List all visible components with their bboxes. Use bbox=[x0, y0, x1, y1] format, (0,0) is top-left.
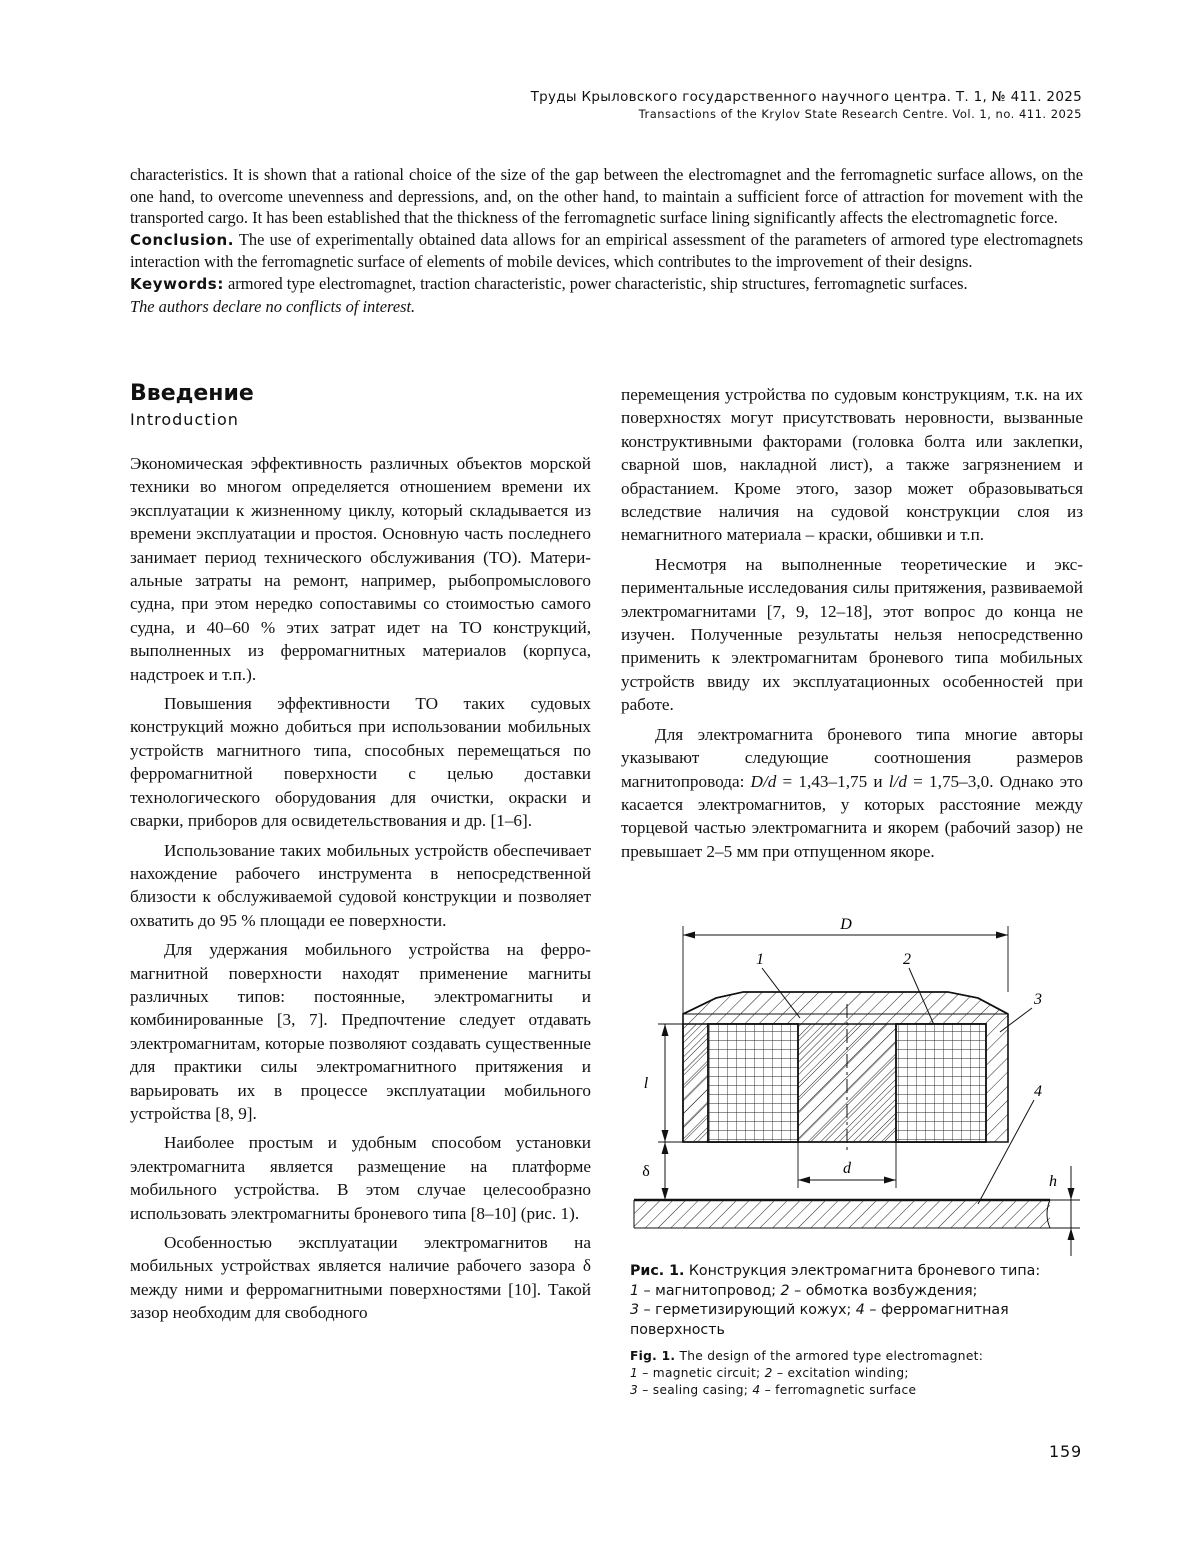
figure-electromagnet bbox=[628, 914, 1083, 1256]
paragraph: Особенностью эксплуатации электромагнитов на мобильных устройствах является наличие рабочего зазора δ между ними и ферромагнитными поверхностями [10]. Такой зазор необходим для свободного bbox=[130, 1233, 591, 1323]
caption-num: 2 bbox=[764, 1366, 773, 1381]
ratio-paragraph bbox=[621, 723, 1083, 863]
label-4: 4 bbox=[1034, 1083, 1042, 1100]
paragraph: Несмотря на выполненные теоретические и экспериментальные исследования силы притяжения, развиваемой электромагнитами [7, 9, 12–18], этот вопрос до конца не изучен. Полученные результаты нельзя непосредственно применить к электромагнитам броневого типа мобильных устройств ввиду их эксплуатационных особенностей при работе. bbox=[621, 554, 1083, 715]
caption-text: – магнитопровод; bbox=[639, 1282, 781, 1299]
caption-en bbox=[630, 1348, 1082, 1399]
caption-num: 4 bbox=[752, 1383, 761, 1398]
abstract-keywords bbox=[130, 273, 1083, 296]
conclusion-label: Conclusion. bbox=[130, 230, 235, 249]
ratio2-value: = 1,75–3,0 bbox=[906, 771, 990, 791]
keywords-text: armored type electromagnet, traction characteristic, power characteristic, ship structures, ferromagnetic surfaces. bbox=[223, 273, 968, 293]
ratio-text-after: . Однако это касается электромагнитов, у которых расстояние между торцевой частью электромагнита и якорем (рабочий зазор) не превышает 2–5 мм при отпущенном якоре. bbox=[621, 771, 1084, 861]
caption-text: – sealing casing; bbox=[638, 1383, 753, 1398]
caption-ru-title: Конструкция электромагнита броневого типа: bbox=[684, 1263, 1041, 1279]
conclusion-text: The use of experimentally obtained data allows for an empirical assessment of the parameters of armored type electromagnets interaction with the ferromagnetic surface of elements of mobile devices, which contributes to the improvement of their designs. bbox=[130, 229, 1083, 272]
electromagnet-diagram bbox=[628, 914, 1083, 1256]
abstract-block bbox=[130, 164, 1083, 317]
ratio2-symbol: l/d bbox=[888, 771, 907, 791]
label-1: 1 bbox=[756, 951, 764, 968]
paragraph: перемещения устройства по судовым конструкциям, т.к. на их поверхностях могут присутствовать неровности, вызванные конструктивными факторами (головка болта или заклепки, сварной шов, накладной лист), а также загрязнением и обрастанием. Кроме этого, зазор может образовываться вследствие наличия на судовой конструкции слоя из немагнитного материала – краски, обшивки и т.п. bbox=[621, 385, 1083, 545]
label-l: l bbox=[643, 1075, 649, 1092]
caption-en-title: The design of the armored type electromagnet: bbox=[675, 1349, 984, 1364]
label-d: d bbox=[843, 1160, 851, 1177]
caption-text: – герметизирующий кожух; bbox=[639, 1302, 856, 1319]
label-D: D bbox=[840, 916, 852, 933]
figure-caption bbox=[630, 1262, 1082, 1399]
label-3: 3 bbox=[1034, 991, 1042, 1008]
arrowhead bbox=[996, 932, 1008, 939]
caption-num: 4 bbox=[855, 1302, 865, 1319]
caption-num: 2 bbox=[780, 1282, 790, 1299]
paragraph: Экономическая эффективность различных объектов морской техники во многом определяется отношением времени их эксплуатации к жизненному циклу, который складывается из времени эксплуатации и простоя. Основную часть последнего занимает период технического обслуживания (ТО). Материальные затраты на ремонт, например, рыбопромыслового судна, при этом нередко сопоставимы со стоимостью самого судна, и 40–60 % этих затрат идет на ТО конструкций, выполненных из ферромагнитных материалов (корпуса, надстроек и т.п.). bbox=[130, 454, 591, 684]
paragraph: Использование таких мобильных устройств обеспечивает нахождение рабочего инструмента в непосредственной близости к обслуживаемой судовой конструкции и позволяет охватить до 95 % площади ее поверхности. bbox=[130, 840, 591, 930]
label-delta: δ bbox=[642, 1163, 650, 1180]
conflict-statement: The authors declare no conflicts of interest. bbox=[130, 296, 416, 316]
paragraph: Повышения эффективности ТО таких судовых конструкций можно добиться при использовании мобильных устройств магнитного типа, способных перемещаться по ферромагнитной поверхности с целью доставки технологического оборудования для очистки, окраски и сварки, приборов для освидетельствования и др. [1–6]. bbox=[130, 694, 591, 831]
paragraph: Для удержания мобильного устройства на ферромагнитной поверхности находят применение магниты различных типов: постоянные, электромагниты и комбинированные [3, 7]. Предпочтение следует отдавать электромагнитам, которые позволяют создавать существенные для практики силы электромагнитного притяжения и варьировать их в процессе эксплуатации мобильного устройства [8, 9]. bbox=[130, 940, 591, 1123]
ferromagnetic-surface bbox=[634, 1200, 1050, 1228]
abstract-continuation: characteristics. It is shown that a rational choice of the size of the gap between the electromagnet and the ferromagnetic surface allows, on the one hand, to overcome unevenness and depressions, and, on the other hand, to maintain a sufficient force of attraction for movement with the transported cargo. It has been established that the thickness of the ferromagnetic surface lining significantly affects the electromagnetic force. bbox=[130, 165, 1083, 228]
keywords-label: Keywords: bbox=[130, 274, 224, 293]
caption-num: 1 bbox=[630, 1282, 640, 1299]
excitation-winding-left bbox=[708, 1024, 798, 1142]
caption-num: 1 bbox=[630, 1366, 639, 1381]
left-column bbox=[130, 380, 591, 1325]
caption-text: – magnetic circuit; bbox=[638, 1366, 765, 1381]
caption-num: 3 bbox=[630, 1302, 640, 1319]
label-2: 2 bbox=[903, 951, 911, 968]
excitation-winding-right bbox=[896, 1024, 986, 1142]
ratio1-value: = 1,43–1,75 bbox=[776, 771, 868, 791]
caption-text: – обмотка возбуждения; bbox=[789, 1282, 978, 1299]
journal-title-ru: Труды Крыловского государственного научного центра. Т. 1, № 411. 2025 bbox=[530, 89, 1082, 105]
running-header bbox=[531, 88, 1082, 122]
ratio-text-before: Для электромагнита броневого типа многие авторы указывают следующие соотношения размеров магнитопровода: bbox=[621, 724, 1083, 791]
right-column bbox=[621, 383, 1083, 863]
arrowhead bbox=[683, 932, 695, 939]
section-subtitle: Introduction bbox=[130, 410, 239, 429]
caption-text: – excitation winding; bbox=[772, 1366, 909, 1381]
paragraph: Наиболее простым и удобным способом установки электромагнита является размещение на платформе мобильного устройства. В этом случае целесообразно использовать электромагниты броневого типа [8–10] (рис. 1). bbox=[130, 1133, 591, 1223]
page-number: 159 bbox=[1049, 1442, 1082, 1461]
label-h: h bbox=[1049, 1173, 1057, 1190]
caption-num: 3 bbox=[630, 1383, 639, 1398]
caption-text: – ferromagnetic surface bbox=[760, 1383, 917, 1398]
caption-ru-label: Рис. 1. bbox=[630, 1263, 685, 1279]
caption-en-label: Fig. 1. bbox=[630, 1349, 676, 1364]
journal-title-en: Transactions of the Krylov State Research Centre. Vol. 1, no. 411. 2025 bbox=[638, 107, 1082, 121]
ratio-between: и bbox=[867, 771, 889, 791]
ratio1-symbol: D/d bbox=[750, 771, 777, 791]
caption-ru bbox=[630, 1262, 1082, 1340]
abstract-conclusion bbox=[130, 229, 1083, 273]
section-title: Введение bbox=[130, 381, 254, 406]
caption-text: – ферромагнитная поверхность bbox=[630, 1302, 1009, 1338]
